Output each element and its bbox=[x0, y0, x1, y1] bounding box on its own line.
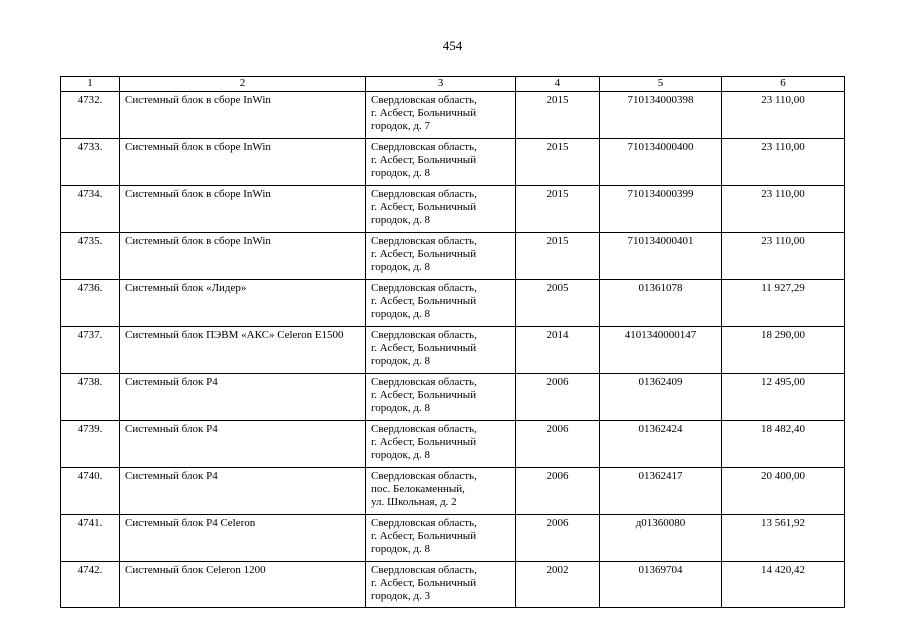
item-name: Системный блок Celeron 1200 bbox=[120, 562, 366, 608]
item-address: Свердловская область, г. Асбест, Больничный городок, д. 8 bbox=[366, 421, 516, 468]
item-name: Системный блок в сборе InWin bbox=[120, 186, 366, 233]
item-address: Свердловская область, г. Асбест, Больничный городок, д. 8 bbox=[366, 327, 516, 374]
item-year: 2015 bbox=[516, 233, 600, 280]
item-amount: 23 110,00 bbox=[722, 233, 845, 280]
header-col-1: 1 bbox=[61, 77, 120, 92]
table-row bbox=[61, 327, 845, 374]
item-address: Свердловская область, г. Асбест, Больничный городок, д. 3 bbox=[366, 562, 516, 608]
item-address: Свердловская область, г. Асбест, Больничный городок, д. 8 bbox=[366, 139, 516, 186]
item-amount: 20 400,00 bbox=[722, 468, 845, 515]
item-year: 2014 bbox=[516, 327, 600, 374]
property-registry-table bbox=[60, 76, 845, 608]
inventory-number: 01361078 bbox=[600, 280, 722, 327]
item-year: 2006 bbox=[516, 468, 600, 515]
table-body bbox=[61, 92, 845, 608]
row-number: 4735. bbox=[61, 233, 120, 280]
row-number: 4736. bbox=[61, 280, 120, 327]
table-row bbox=[61, 280, 845, 327]
item-name: Системный блок Р4 bbox=[120, 374, 366, 421]
item-name: Системный блок Р4 Celeron bbox=[120, 515, 366, 562]
inventory-number: 710134000401 bbox=[600, 233, 722, 280]
table-row bbox=[61, 515, 845, 562]
inventory-number: 01362424 bbox=[600, 421, 722, 468]
item-amount: 23 110,00 bbox=[722, 186, 845, 233]
item-amount: 13 561,92 bbox=[722, 515, 845, 562]
item-amount: 12 495,00 bbox=[722, 374, 845, 421]
item-year: 2015 bbox=[516, 92, 600, 139]
item-name: Системный блок Р4 bbox=[120, 421, 366, 468]
table-row bbox=[61, 233, 845, 280]
table-row bbox=[61, 374, 845, 421]
row-number: 4737. bbox=[61, 327, 120, 374]
item-name: Системный блок в сборе InWin bbox=[120, 233, 366, 280]
header-col-4: 4 bbox=[516, 77, 600, 92]
table-row bbox=[61, 186, 845, 233]
item-address: Свердловская область, г. Асбест, Больничный городок, д. 7 bbox=[366, 92, 516, 139]
table-row bbox=[61, 562, 845, 608]
header-col-2: 2 bbox=[120, 77, 366, 92]
inventory-number: 01369704 bbox=[600, 562, 722, 608]
table-row bbox=[61, 468, 845, 515]
item-name: Системный блок Р4 bbox=[120, 468, 366, 515]
page-number: 454 bbox=[442, 38, 463, 53]
header-col-6: 6 bbox=[722, 77, 845, 92]
table-row bbox=[61, 421, 845, 468]
table-row bbox=[61, 139, 845, 186]
inventory-number: д01360080 bbox=[600, 515, 722, 562]
item-year: 2005 bbox=[516, 280, 600, 327]
item-name: Системный блок в сборе InWin bbox=[120, 139, 366, 186]
table-header bbox=[61, 77, 845, 92]
row-number: 4739. bbox=[61, 421, 120, 468]
inventory-number: 01362417 bbox=[600, 468, 722, 515]
item-amount: 11 927,29 bbox=[722, 280, 845, 327]
item-name: Системный блок ПЭВМ «АКС» Celeron E1500 bbox=[120, 327, 366, 374]
item-amount: 18 290,00 bbox=[722, 327, 845, 374]
item-name: Системный блок в сборе InWin bbox=[120, 92, 366, 139]
header-row bbox=[61, 77, 845, 92]
item-address: Свердловская область, г. Асбест, Больничный городок, д. 8 bbox=[366, 280, 516, 327]
table-row bbox=[61, 92, 845, 139]
item-address: Свердловская область, г. Асбест, Больничный городок, д. 8 bbox=[366, 186, 516, 233]
row-number: 4732. bbox=[61, 92, 120, 139]
item-year: 2006 bbox=[516, 421, 600, 468]
item-address: Свердловская область, г. Асбест, Больничный городок, д. 8 bbox=[366, 233, 516, 280]
item-amount: 18 482,40 bbox=[722, 421, 845, 468]
inventory-number: 4101340000147 bbox=[600, 327, 722, 374]
item-year: 2006 bbox=[516, 374, 600, 421]
inventory-number: 710134000399 bbox=[600, 186, 722, 233]
row-number: 4741. bbox=[61, 515, 120, 562]
inventory-number: 710134000400 bbox=[600, 139, 722, 186]
item-name: Системный блок «Лидер» bbox=[120, 280, 366, 327]
row-number: 4742. bbox=[61, 562, 120, 608]
item-address: Свердловская область, пос. Белокаменный, ул. Школьная, д. 2 bbox=[366, 468, 516, 515]
header-col-5: 5 bbox=[600, 77, 722, 92]
item-address: Свердловская область, г. Асбест, Больничный городок, д. 8 bbox=[366, 515, 516, 562]
row-number: 4738. bbox=[61, 374, 120, 421]
item-year: 2006 bbox=[516, 515, 600, 562]
item-amount: 14 420,42 bbox=[722, 562, 845, 608]
item-year: 2015 bbox=[516, 139, 600, 186]
row-number: 4733. bbox=[61, 139, 120, 186]
header-col-3: 3 bbox=[366, 77, 516, 92]
inventory-number: 01362409 bbox=[600, 374, 722, 421]
item-year: 2002 bbox=[516, 562, 600, 608]
item-year: 2015 bbox=[516, 186, 600, 233]
inventory-number: 710134000398 bbox=[600, 92, 722, 139]
row-number: 4734. bbox=[61, 186, 120, 233]
item-amount: 23 110,00 bbox=[722, 92, 845, 139]
item-address: Свердловская область, г. Асбест, Больничный городок, д. 8 bbox=[366, 374, 516, 421]
item-amount: 23 110,00 bbox=[722, 139, 845, 186]
row-number: 4740. bbox=[61, 468, 120, 515]
